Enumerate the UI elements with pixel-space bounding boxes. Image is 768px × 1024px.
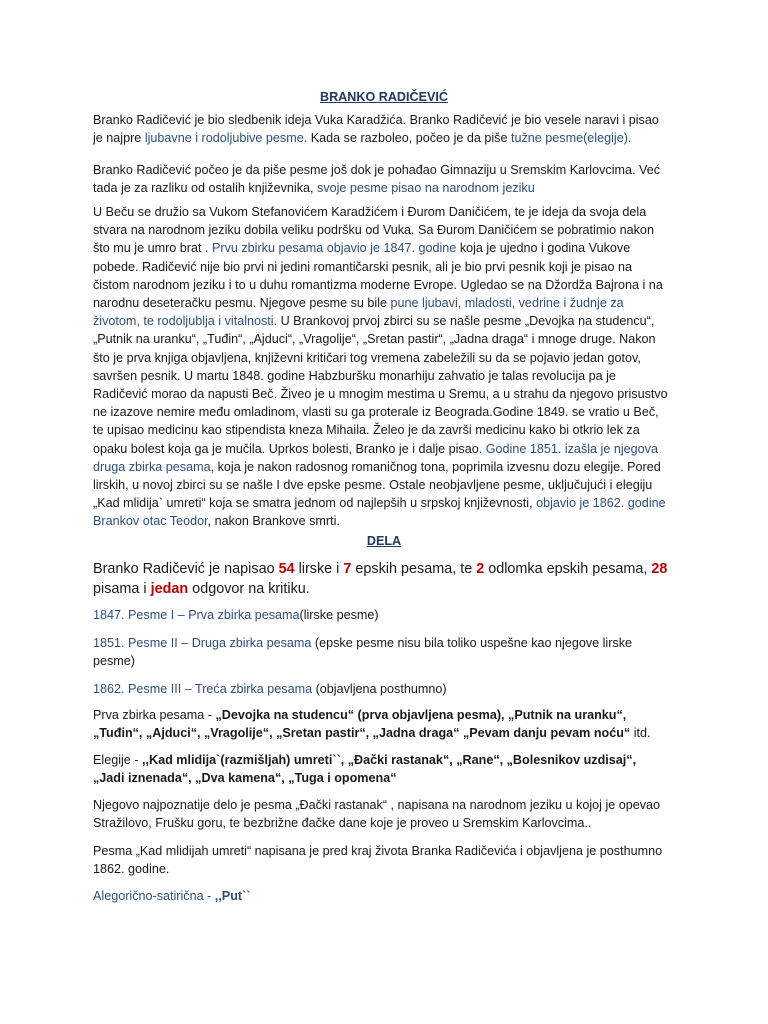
famous-work-paragraph: Njegovo najpoznatije delo je pesma „Đački rastanak“ , napisana na narodnom jeziku u kojoj je opevao Stražilovo, Frušku goru, te bezbrižne đačke dane koje je proveo u Sremskim Karlovcima.. — [93, 798, 661, 831]
bio-text-2: koja je ujedno i godina Vukove pobede. Radičević nije bio prvi ni jedini romantičarski pesnik, ali je bio prvi pesnik koji je pisao na čistom narodnom jeziku i to u duhu romantizma moderne Evrope. Ugledao se na Džordža Bajrona i na narodnu deseteračku pesmu. Njegove pesme su bile — [93, 241, 663, 311]
collection-1847-note: (lirske pesme) — [299, 608, 379, 622]
summary-text-6: odgovor na kritiku. — [188, 581, 310, 597]
collection-1847-title: 1847. Pesme I – Prva zbirka pesama — [93, 608, 300, 622]
biography-paragraph — [93, 203, 671, 531]
allegorical-label: Alegorično-satirična - — [93, 889, 215, 903]
gymnasium-paragraph — [93, 161, 671, 197]
bio-text-1: U Beču se družio sa Vukom Stefanovićem Karadžićem i Đurom Daničićem, te je ideja da svoja dela stvara na narodnom jeziku dobila veliku podršku od Vuka. Sa Đurom Daničićem se pobratimio nakon što mu je umro brat . — [93, 205, 654, 256]
intro-paragraph — [93, 111, 671, 147]
works-summary — [93, 559, 671, 599]
count-lyric: 54 — [278, 561, 295, 577]
gymnasium-highlight: svoje pesme pisao na narodnom jeziku — [317, 181, 535, 196]
bio-highlight-themes: pune ljubavi, mladosti, vedrine i žudnje za životom, te rodoljublja i vitalnosti — [93, 296, 624, 329]
collection-1851-note: (epske pesme nisu bila toliko uspešne kao njegove lirske pesme) — [93, 636, 633, 669]
bio-highlight-first-collection: Prvu zbirku pesama objavio je 1847. godine — [211, 241, 457, 256]
collection-1851 — [93, 634, 671, 670]
bio-highlight-second-collection: Godine 1851. izašla je njegova druga zbirka pesama — [93, 441, 658, 474]
bio-text-3: . U Brankovoj prvoj zbirci su se našle pesme „Devojka na studencu“, „Putnik na uranku“, „Tuđin“, „Ajduci“, „Vragolije“, „Sretan pastir“, „Jadna draga“ i mnoge druge. Nakon što je prva knjiga objavljena, književni kritičari tog vremena zabeležili su da se pojavio jedan gotov, savršen pesnik. U martu 1848. godine Habzburšku monarhiju zahvatio je talas revolucija pa je Radičević morao da napusti Beč. Živeo je u mnogim mestima u Sremu, a u strahu da njegovo prisustvo ne izazove nemire među omladinom, vlasti su ga proterale iz Beograda.Godine 1849. se vratio u Beč, te upisao medicinu kao stipendista kneza Mihaila. Želeo je da završi medicinu kako bi otkrio lek za opaku bolest koja ga je mučila. Uprkos bolesti, Branko je i dalje pisao. — [93, 314, 668, 456]
summary-text-3: epskih pesama, te — [351, 561, 477, 577]
summary-text-5: pisama i — [93, 581, 151, 597]
summary-text-1: Branko Radičević je napisao — [93, 561, 279, 577]
collection-1862 — [93, 680, 671, 698]
count-fragments: 2 — [476, 561, 485, 577]
works-heading: DELA — [366, 534, 402, 548]
elegies-label: Elegije - — [93, 753, 142, 767]
gymnasium-text: Branko Radičević počeo je da piše pesme još dok je pohađao Gimnaziju u Sremskim Karlovcima. Već tada je za razliku od ostalih književnika, — [93, 163, 660, 196]
first-collection-etc: itd. — [630, 726, 651, 741]
collection-1862-title: 1862. Pesme III – Treća zbirka pesama — [93, 682, 313, 696]
bio-text-5: , nakon Brankove smrti. — [207, 514, 340, 529]
allegorical-title: ,,Put`` — [214, 889, 251, 903]
intro-text: Branko Radičević je bio sledbenik ideja Vuka Karadžića. Branko Radičević je bio vesele naravi i pisao je najpre — [93, 113, 659, 146]
intro-highlight-love: ljubavne i rodoljubive pesme. — [144, 131, 308, 146]
summary-text-2: lirske i — [294, 561, 344, 577]
intro-highlight-elegies: tužne pesme(elegije). — [510, 131, 632, 146]
posthumous-poem-paragraph: Pesma „Kad mlidijah umreti“ napisana je pred kraj života Branka Radičevića i objavljena je posthumno 1862. godine. — [93, 844, 663, 877]
first-collection-label: Prva zbirka pesama - — [93, 708, 216, 722]
allegorical-satirical — [93, 887, 671, 905]
first-collection-poems — [93, 706, 671, 742]
count-epic: 7 — [343, 561, 352, 577]
count-reply: jedan — [150, 581, 189, 597]
bio-text-4: , koja je nakon radosnog romaničnog tona, poprimila izvesnu dozu elegije. Pored lirskih, u novoj zbirci su se našle I dve epske pesme. Ostale neobjavljene pesme, uključujući i elegiju „Kad mlidija` umreti“ koja se smatra jednom od najlepših u srpskoj književnosti, — [93, 459, 661, 511]
elegies-list — [93, 751, 671, 787]
collection-1862-note: (objavljena posthumno) — [312, 682, 447, 696]
elegies-titles: ,,Kad mlidija`(razmišljah) umreti``, „Đački rastanak“, „Rane“, „Bolesnikov uzdisaj“, „Jadi iznenada“, „Dva kamena“, „Tuga i opomena“ — [93, 753, 637, 786]
bio-highlight-posthumous: objavio je 1862. godine Brankov otac Teodor — [93, 496, 666, 529]
first-collection-list: „Devojka na studencu“ (prva objavljena pesma), „Putnik na uranku“, „Tuđin“, „Ajduci“, „Vragolije“, „Sretan pastir“, „Jadna draga“ „Pevam danju pevam noću“ — [93, 708, 631, 741]
summary-text-4: odlomka epskih pesama, — [484, 561, 652, 577]
intro-text-2: Kada se razboleo, počeo je da piše — [307, 131, 511, 146]
collection-1847 — [93, 606, 671, 624]
collection-1851-title: 1851. Pesme II – Druga zbirka pesama — [93, 636, 312, 650]
count-letters: 28 — [651, 561, 668, 577]
page-title: BRANKO RADIČEVIĆ — [319, 90, 449, 104]
